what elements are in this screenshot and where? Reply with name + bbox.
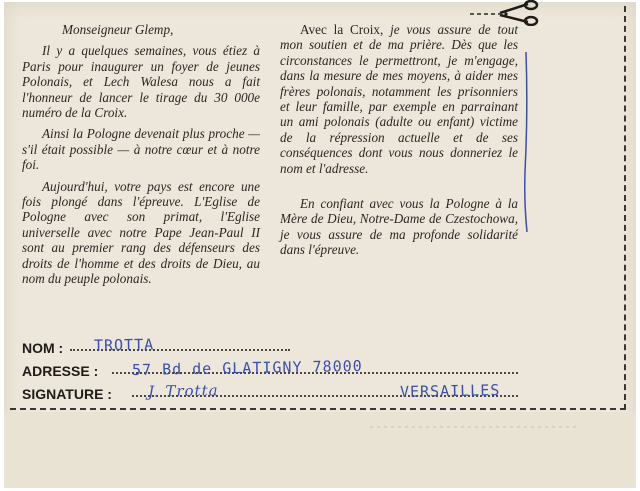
letter-right-column bbox=[280, 22, 518, 258]
name-handwritten[interactable]: TROTTA bbox=[93, 335, 155, 355]
address-row bbox=[22, 356, 622, 384]
letter-paragraph-3: Aujourd'hui, votre pays est encore une fois plongé dans l'épreuve. L'Eglise de Pologne avec son primat, l'Eglise universelle avec notre Pape Jean-Paul II sont au premier rang des défenseurs des droits de l'homme et des droits de Dieu, au nom du peuple polonais. bbox=[22, 178, 260, 287]
letter-paragraph-1: Il y a quelques semaines, vous étiez à Paris pour inaugurer un foyer de jeunes Polonais, et Lech Walesa nous a fait l'honneur de lancer le tirage du 30 000e numéro de la Croix. bbox=[22, 43, 260, 121]
letter-left-column bbox=[22, 22, 260, 287]
address-handwritten[interactable]: 57 Bd de GLATIGNY 78000 bbox=[131, 356, 363, 380]
letter-paragraph-4 bbox=[280, 22, 518, 176]
pen-margin-mark bbox=[522, 52, 530, 232]
letter-paragraph-4-text: je vous assure de tout mon soutien et de ma prière. Dès que les circonstances le permettront, je m'engage, dans la mesure de mes moyens, à aider mes frères polonais, notamment les prisonniers et leur famille, par exemple en parrainant un ami polonais (adulte ou enfant) victime de la répression actuelle et de ses conséquences dont vous nous donneriez le nom et l'adresse. bbox=[280, 22, 518, 176]
faint-print-through bbox=[370, 424, 580, 430]
name-label: NOM : bbox=[22, 340, 64, 356]
letter-paragraph-5: En confiant avec vous la Pologne à la Mère de Dieu, Notre-Dame de Czestochowa, je vous assure de ma profonde solidarité dans l'épreuve. bbox=[280, 196, 518, 258]
signature-row bbox=[22, 381, 622, 407]
croix-intro: Avec la Croix, bbox=[300, 22, 384, 37]
address-label: ADRESSE : bbox=[22, 363, 99, 379]
letter-paragraph-2: Ainsi la Pologne devenait plus proche — s'il était possible — à notre cœur et à notre foi. bbox=[22, 126, 260, 173]
reply-form bbox=[22, 335, 622, 407]
city-handwritten[interactable]: VERSAILLES bbox=[399, 381, 501, 401]
letter-greeting: Monseigneur Glemp, bbox=[62, 22, 174, 37]
signature-label: SIGNATURE : bbox=[22, 386, 112, 402]
signature-handwritten[interactable]: J. Trotta bbox=[147, 381, 219, 401]
